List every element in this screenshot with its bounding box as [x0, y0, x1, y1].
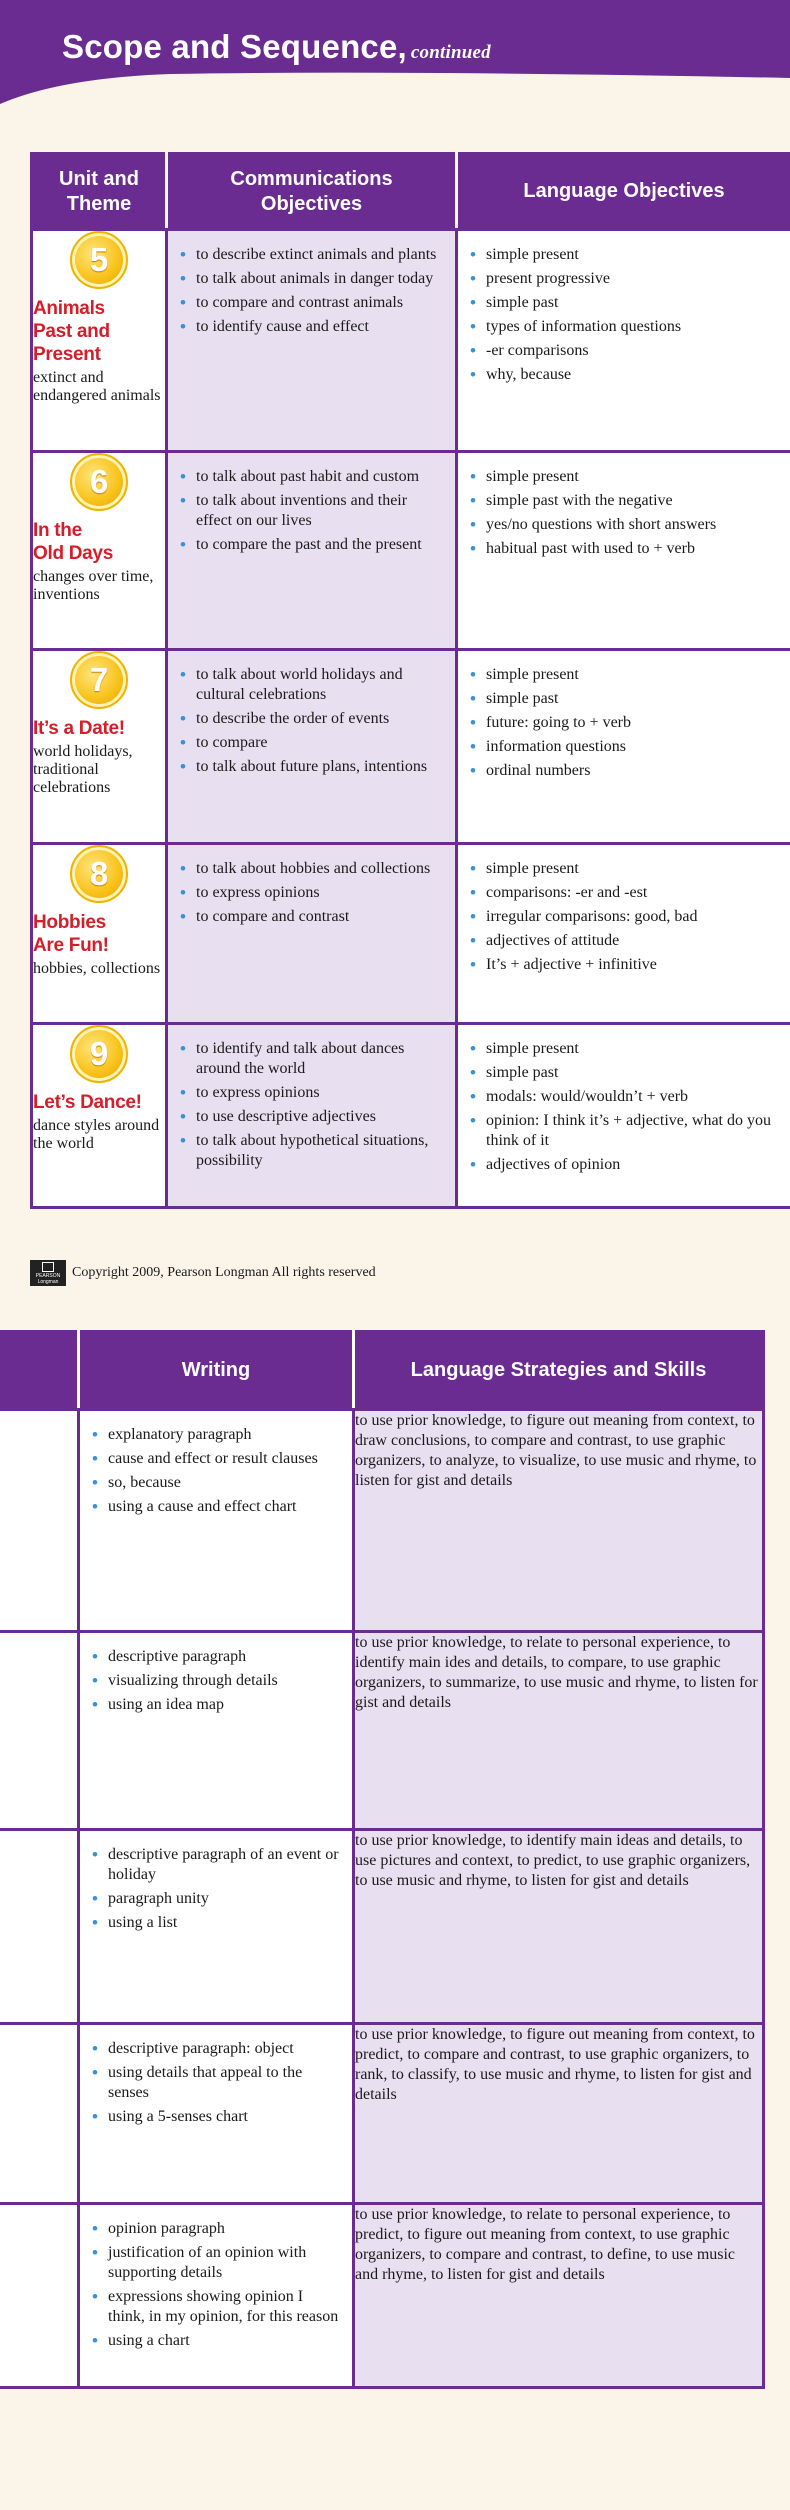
lang-objective-item: • simple past with the negative	[470, 491, 780, 511]
comm-objective-item: • to talk about hypothetical situations, possibility	[180, 1131, 445, 1171]
page-title-continued: continued	[410, 42, 491, 63]
col-header-writing-text: Writing	[181, 1359, 251, 1381]
col-header-language	[457, 154, 790, 230]
lang-objective-item: • simple past	[470, 689, 780, 709]
pearson-logo	[30, 1260, 66, 1286]
comm-objectives-list	[168, 231, 455, 351]
writing-item: • paragraph unity	[92, 1889, 342, 1909]
lang-objectives-cell	[457, 230, 790, 452]
comm-objectives-cell	[167, 650, 457, 844]
writing-item: • opinion paragraph	[92, 2219, 342, 2239]
unit-number-badge: 6	[70, 453, 128, 511]
writing-cell	[79, 1632, 354, 1830]
lang-objective-item: • simple present	[470, 859, 780, 879]
lang-objectives-list	[458, 231, 790, 399]
lang-objective-item: • adjectives of attitude	[470, 931, 780, 951]
col-header-unit-theme-text: Unit and Theme	[59, 167, 139, 215]
unit-cell	[32, 650, 167, 844]
unit-title: In the Old Days	[33, 520, 113, 564]
lang-objective-item: • types of information questions	[470, 317, 780, 337]
lang-objective-item: • information questions	[470, 737, 780, 757]
lang-objective-item: • simple past	[470, 293, 780, 313]
writing-row	[0, 2024, 764, 2204]
unit-title: Let’s Dance!	[33, 1092, 142, 1113]
lang-objective-item: • simple past	[470, 1063, 780, 1083]
strategies-cell: to use prior knowledge, to identify main ideas and details, to use pictures and context, to predict, to use graphic organizers, to use music and rhyme, to listen for gist and details	[354, 1830, 764, 2024]
lang-objective-item: • opinion: I think it’s + adjective, what do you think of it	[470, 1111, 780, 1151]
writing-cell	[79, 1410, 354, 1632]
lang-objectives-cell	[457, 650, 790, 844]
unit-theme: hobbies, collections	[33, 960, 161, 977]
col-header-communications	[167, 154, 457, 230]
lang-objectives-list	[458, 453, 790, 573]
comm-objectives-cell	[167, 452, 457, 650]
lang-objective-item: • irregular comparisons: good, bad	[470, 907, 780, 927]
col-header-language-text: Language Objectives	[523, 180, 725, 202]
lang-objective-item: • future: going to + verb	[470, 713, 780, 733]
writing-list	[80, 1633, 352, 1729]
lang-objective-item: • simple present	[470, 245, 780, 265]
unit-row	[32, 230, 790, 452]
comm-objectives-list	[168, 845, 455, 941]
writing-item: • cause and effect or result clauses	[92, 1449, 342, 1469]
col-header-blank	[0, 1332, 79, 1410]
comm-objective-item: • to talk about future plans, intentions	[180, 757, 445, 777]
writing-item: • visualizing through details	[92, 1671, 342, 1691]
scope-table-bottom	[0, 1330, 765, 2389]
comm-objective-item: • to express opinions	[180, 883, 445, 903]
lang-objective-item: • simple present	[470, 1039, 780, 1059]
comm-objectives-cell	[167, 230, 457, 452]
comm-objective-item: • to talk about inventions and their effect on our lives	[180, 491, 445, 531]
copyright-text: Copyright 2009, Pearson Longman All rights reserved	[72, 1265, 376, 1280]
writing-list	[80, 2205, 352, 2365]
lang-objectives-list	[458, 651, 790, 795]
unit-cell	[32, 844, 167, 1024]
unit-number-badge: 9	[70, 1025, 128, 1083]
blank-cell	[0, 2204, 79, 2388]
writing-item: • descriptive paragraph: object	[92, 2039, 342, 2059]
page-title	[62, 28, 491, 66]
strategies-cell: to use prior knowledge, to relate to personal experience, to predict, to figure out meaning from context, to use graphic organizers, to compare and contrast, to define, to use music and rhyme, to listen for gist and details	[354, 2204, 764, 2388]
comm-objective-item: • to compare and contrast animals	[180, 293, 445, 313]
lang-objective-item: • adjectives of opinion	[470, 1155, 780, 1175]
writing-item: • descriptive paragraph	[92, 1647, 342, 1667]
blank-cell	[0, 1410, 79, 1632]
unit-theme: changes over time, inventions	[33, 568, 154, 603]
unit-cell	[32, 1024, 167, 1208]
unit-number-badge: 8	[70, 845, 128, 903]
logo-text-bottom: Longman	[37, 1278, 59, 1285]
unit-theme: dance styles around the world	[33, 1117, 160, 1152]
unit-cell	[32, 452, 167, 650]
col-header-writing	[79, 1332, 354, 1410]
writing-item: • using a chart	[92, 2331, 342, 2351]
writing-row	[0, 1410, 764, 1632]
col-header-communications-text: Communications Objectives	[230, 167, 393, 215]
comm-objective-item: • to talk about animals in danger today	[180, 269, 445, 289]
writing-cell	[79, 1830, 354, 2024]
unit-row	[32, 844, 790, 1024]
lang-objective-item: • It’s + adjective + infinitive	[470, 955, 780, 975]
comm-objective-item: • to describe the order of events	[180, 709, 445, 729]
lang-objective-item: • simple present	[470, 665, 780, 685]
col-header-strategies	[354, 1332, 764, 1410]
lang-objectives-cell	[457, 1024, 790, 1208]
blank-cell	[0, 1830, 79, 2024]
comm-objective-item: • to talk about hobbies and collections	[180, 859, 445, 879]
blank-cell	[0, 2024, 79, 2204]
lang-objective-item: • -er comparisons	[470, 341, 780, 361]
strategies-cell: to use prior knowledge, to figure out meaning from context, to predict, to compare and contrast, to use graphic organizers, to rank, to classify, to use music and rhyme, to listen for gist and details	[354, 2024, 764, 2204]
col-header-strategies-text: Language Strategies and Skills	[410, 1359, 707, 1381]
lang-objectives-list	[458, 1025, 790, 1189]
lang-objectives-cell	[457, 844, 790, 1024]
comm-objective-item: • to talk about world holidays and cultural celebrations	[180, 665, 445, 705]
writing-row	[0, 1830, 764, 2024]
writing-item: • using a cause and effect chart	[92, 1497, 342, 1517]
scope-table-top	[30, 152, 790, 1209]
writing-item: • expressions showing opinion I think, in my opinion, for this reason	[92, 2287, 342, 2327]
writing-row	[0, 2204, 764, 2388]
lang-objective-item: • modals: would/wouldn’t + verb	[470, 1087, 780, 1107]
writing-cell	[79, 2024, 354, 2204]
writing-item: • descriptive paragraph of an event or holiday	[92, 1845, 342, 1885]
writing-item: • using an idea map	[92, 1695, 342, 1715]
unit-cell	[32, 230, 167, 452]
comm-objectives-cell	[167, 1024, 457, 1208]
page-title-text: Scope and Sequence,	[62, 28, 407, 65]
writing-item: • using a 5-senses chart	[92, 2107, 342, 2127]
comm-objective-item: • to identify and talk about dances around the world	[180, 1039, 445, 1079]
logo-text-top: PEARSON	[35, 1272, 61, 1279]
lang-objectives-cell	[457, 452, 790, 650]
comm-objective-item: • to compare	[180, 733, 445, 753]
lang-objectives-list	[458, 845, 790, 989]
writing-list	[80, 2025, 352, 2141]
comm-objective-item: • to compare the past and the present	[180, 535, 445, 555]
unit-row	[32, 1024, 790, 1208]
writing-cell	[79, 2204, 354, 2388]
unit-row	[32, 650, 790, 844]
comm-objective-item: • to express opinions	[180, 1083, 445, 1103]
unit-title: Animals Past and Present	[33, 298, 110, 365]
writing-row	[0, 1632, 764, 1830]
comm-objectives-cell	[167, 844, 457, 1024]
comm-objective-item: • to describe extinct animals and plants	[180, 245, 445, 265]
comm-objective-item: • to compare and contrast	[180, 907, 445, 927]
blank-cell	[0, 1632, 79, 1830]
lang-objective-item: • ordinal numbers	[470, 761, 780, 781]
lang-objective-item: • why, because	[470, 365, 780, 385]
lang-objective-item: • habitual past with used to + verb	[470, 539, 780, 559]
unit-title: Hobbies Are Fun!	[33, 912, 109, 956]
unit-row	[32, 452, 790, 650]
comm-objectives-list	[168, 1025, 455, 1185]
strategies-cell: to use prior knowledge, to relate to personal experience, to identify main ides and details, to compare, to use graphic organizers, to summarize, to use music and rhyme, to listen for gist and details	[354, 1632, 764, 1830]
copyright-line	[30, 1260, 376, 1286]
strategies-cell: to use prior knowledge, to figure out meaning from context, to draw conclusions, to compare and contrast, to use graphic organizers, to analyze, to visualize, to use music and rhyme, to listen for gist and details	[354, 1410, 764, 1632]
unit-number-badge: 7	[70, 651, 128, 709]
lang-objective-item: • present progressive	[470, 269, 780, 289]
comm-objective-item: • to use descriptive adjectives	[180, 1107, 445, 1127]
comm-objective-item: • to identify cause and effect	[180, 317, 445, 337]
writing-list	[80, 1411, 352, 1531]
lang-objective-item: • comparisons: -er and -est	[470, 883, 780, 903]
comm-objectives-list	[168, 453, 455, 569]
writing-list	[80, 1831, 352, 1947]
unit-theme: extinct and endangered animals	[33, 369, 161, 404]
unit-theme: world holidays, traditional celebrations	[33, 743, 133, 796]
comm-objective-item: • to talk about past habit and custom	[180, 467, 445, 487]
unit-title: It’s a Date!	[33, 718, 125, 739]
col-header-unit-theme	[32, 154, 167, 230]
lang-objective-item: • simple present	[470, 467, 780, 487]
writing-item: • justification of an opinion with supporting details	[92, 2243, 342, 2283]
lang-objective-item: • yes/no questions with short answers	[470, 515, 780, 535]
writing-item: • using a list	[92, 1913, 342, 1933]
comm-objectives-list	[168, 651, 455, 791]
writing-item: • explanatory paragraph	[92, 1425, 342, 1445]
writing-item: • so, because	[92, 1473, 342, 1493]
writing-item: • using details that appeal to the senses	[92, 2063, 342, 2103]
unit-number-badge: 5	[70, 231, 128, 289]
